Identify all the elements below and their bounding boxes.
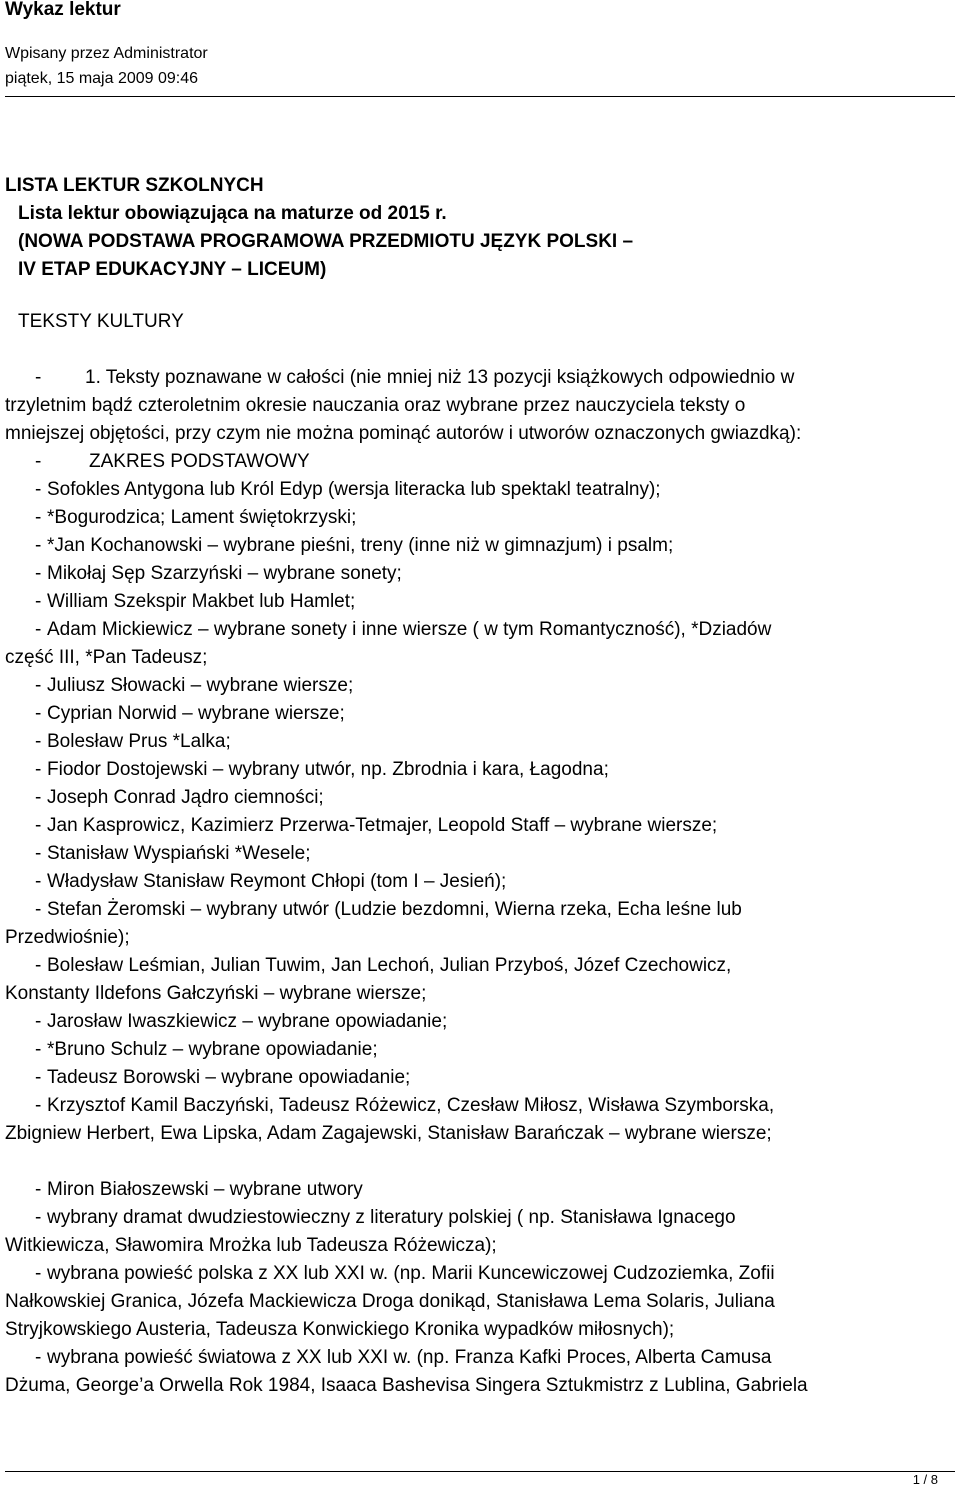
heading-line-1: LISTA LEKTUR SZKOLNYCH: [5, 175, 264, 196]
list-dash: -: [35, 871, 42, 892]
heading-line-3: (NOWA PODSTAWA PROGRAMOWA PRZEDMIOTU JĘZYK POLSKI –: [18, 231, 634, 252]
heading-line-2: Lista lektur obowiązująca na maturze od 2015 r.: [18, 203, 447, 224]
list-item: [5, 952, 955, 1008]
section-title: TEKSTY KULTURY: [18, 311, 184, 332]
list-item-text: wybrana powieść światowa z XX lub XXI w. (np. Franza Kafki Proces, Alberta Camusa: [47, 1347, 772, 1368]
list-item: [5, 728, 955, 756]
document-body: [5, 172, 955, 1400]
list-item-text: William Szekspir Makbet lub Hamlet;: [47, 591, 356, 612]
scope-heading: - ZAKRES PODSTAWOWY: [5, 448, 955, 476]
list-dash: -: [35, 367, 42, 388]
reading-list: [5, 476, 955, 1148]
list-item: [5, 1064, 955, 1092]
list-item-text: Władysław Stanisław Reymont Chłopi (tom I – Jesień);: [47, 871, 507, 892]
list-item: [5, 1008, 955, 1036]
list-dash: -: [35, 703, 42, 724]
list-item-text: Fiodor Dostojewski – wybrany utwór, np. Zbrodnia i kara, Łagodna;: [47, 759, 609, 780]
list-item-text: Mikołaj Sęp Szarzyński – wybrane sonety;: [47, 563, 402, 584]
list-item-text: wybrana powieść polska z XX lub XXI w. (np. Marii Kuncewiczowej Cudzoziemka, Zofii: [47, 1263, 775, 1284]
list-dash: -: [35, 1067, 42, 1088]
list-dash: -: [35, 1207, 42, 1228]
intro-line-1: - 1. Teksty poznawane w całości (nie mniej niż 13 pozycji książkowych odpowiednio w: [5, 364, 955, 392]
intro-line-2: trzyletnim bądź czteroletnim okresie nauczania oraz wybrane przez nauczyciela teksty o: [5, 395, 746, 416]
list-dash: -: [35, 619, 42, 640]
list-dash: -: [35, 759, 42, 780]
list-item: [5, 1176, 955, 1204]
list-item: [5, 812, 955, 840]
list-item: [5, 840, 955, 868]
list-item-text: Stefan Żeromski – wybrany utwór (Ludzie bezdomni, Wierna rzeka, Echa leśne lub: [47, 899, 742, 920]
list-item-text: Juliusz Słowacki – wybrane wiersze;: [47, 675, 354, 696]
list-dash: -: [35, 787, 42, 808]
list-dash: -: [35, 731, 42, 752]
list-dash: -: [35, 507, 42, 528]
list-item-text: Jarosław Iwaszkiewicz – wybrane opowiadanie;: [47, 1011, 448, 1032]
date-line: piątek, 15 maja 2009 09:46: [5, 70, 199, 87]
list-item-text: Miron Białoszewski – wybrane utwory: [47, 1179, 363, 1200]
list-item-text: Bolesław Leśmian, Julian Tuwim, Jan Lechoń, Julian Przyboś, Józef Czechowicz,: [47, 955, 732, 976]
list-item: [5, 672, 955, 700]
list-item: [5, 588, 955, 616]
list-item-text: Cyprian Norwid – wybrane wiersze;: [47, 703, 345, 724]
list-item: [5, 1344, 955, 1400]
list-item-continuation: Stryjkowskiego Austeria, Tadeusza Konwickiego Kronika wypadków miłosnych);: [5, 1319, 675, 1340]
page-number: 1 / 8: [912, 1472, 938, 1487]
list-item-text: Joseph Conrad Jądro ciemności;: [47, 787, 324, 808]
list-item: [5, 1092, 955, 1148]
list-item-text: Bolesław Prus *Lalka;: [47, 731, 231, 752]
list-item: [5, 868, 955, 896]
list-dash: -: [35, 1095, 42, 1116]
list-item-continuation: Zbigniew Herbert, Ewa Lipska, Adam Zagajewski, Stanisław Barańczak – wybrane wiersze;: [5, 1123, 772, 1144]
list-item-text: Krzysztof Kamil Baczyński, Tadeusz Różewicz, Czesław Miłosz, Wisława Szymborska,: [47, 1095, 775, 1116]
article-header: [5, 0, 955, 87]
list-item-text: wybrany dramat dwudziestowieczny z literatury polskiej ( np. Stanisława Ignacego: [47, 1207, 736, 1228]
list-dash: -: [35, 899, 42, 920]
list-item: [5, 560, 955, 588]
list-dash: -: [35, 843, 42, 864]
reading-list-continued: [5, 1176, 955, 1400]
list-item-text: Tadeusz Borowski – wybrane opowiadanie;: [47, 1067, 411, 1088]
list-item: [5, 532, 955, 560]
list-dash: -: [35, 1347, 42, 1368]
spacer: [5, 1148, 955, 1176]
intro-line-3: mniejszej objętości, przy czym nie można pominąć autorów i utworów oznaczonych gwiazdką):: [5, 423, 802, 444]
list-item-text: Stanisław Wyspiański *Wesele;: [47, 843, 311, 864]
intro-paragraph: [5, 364, 955, 448]
list-item-continuation: Nałkowskiej Granica, Józefa Mackiewicza Droga donikąd, Stanisława Lema Solaris, Juliana: [5, 1291, 775, 1312]
list-item: [5, 1036, 955, 1064]
list-item: [5, 1204, 955, 1260]
list-item-continuation: Konstanty Ildefons Gałczyński – wybrane wiersze;: [5, 983, 427, 1004]
list-dash: -: [35, 955, 42, 976]
list-dash: -: [35, 1263, 42, 1284]
header-divider: [5, 96, 955, 97]
list-item: [5, 700, 955, 728]
list-item-text: Jan Kasprowicz, Kazimierz Przerwa-Tetmajer, Leopold Staff – wybrane wiersze;: [47, 815, 718, 836]
list-dash: -: [35, 451, 42, 472]
list-item: [5, 476, 955, 504]
list-item: [5, 784, 955, 812]
list-item-text: *Jan Kochanowski – wybrane pieśni, treny (inne niż w gimnazjum) i psalm;: [47, 535, 674, 556]
article-title: Wykaz lektur: [5, 0, 121, 20]
list-item-continuation: Witkiewicza, Sławomira Mrożka lub Tadeusza Różewicza);: [5, 1235, 497, 1256]
list-item: [5, 896, 955, 952]
list-item-text: *Bogurodzica; Lament świętokrzyski;: [47, 507, 357, 528]
list-dash: -: [35, 815, 42, 836]
list-dash: -: [35, 535, 42, 556]
list-item-continuation: część III, *Pan Tadeusz;: [5, 647, 208, 668]
list-dash: -: [35, 563, 42, 584]
list-item-continuation: Przedwiośnie);: [5, 927, 130, 948]
list-item: [5, 756, 955, 784]
list-item-text: Sofokles Antygona lub Król Edyp (wersja literacka lub spektakl teatralny);: [47, 479, 661, 500]
list-item: [5, 616, 955, 672]
list-item: [5, 504, 955, 532]
list-item-text: *Bruno Schulz – wybrane opowiadanie;: [47, 1039, 378, 1060]
author-line: Wpisany przez Administrator: [5, 45, 208, 62]
list-dash: -: [35, 591, 42, 612]
list-dash: -: [35, 1039, 42, 1060]
footer-divider: [5, 1471, 955, 1472]
list-dash: -: [35, 675, 42, 696]
heading-line-4: IV ETAP EDUKACYJNY – LICEUM): [18, 259, 327, 280]
list-dash: -: [35, 479, 42, 500]
list-item-text: Adam Mickiewicz – wybrane sonety i inne wiersze ( w tym Romantyczność), *Dziadów: [47, 619, 772, 640]
list-dash: -: [35, 1179, 42, 1200]
list-item-continuation: Dżuma, George’a Orwella Rok 1984, Isaaca Bashevisa Singera Sztukmistrz z Lublina, Gabriela: [5, 1375, 808, 1396]
list-item: [5, 1260, 955, 1344]
list-dash: -: [35, 1011, 42, 1032]
